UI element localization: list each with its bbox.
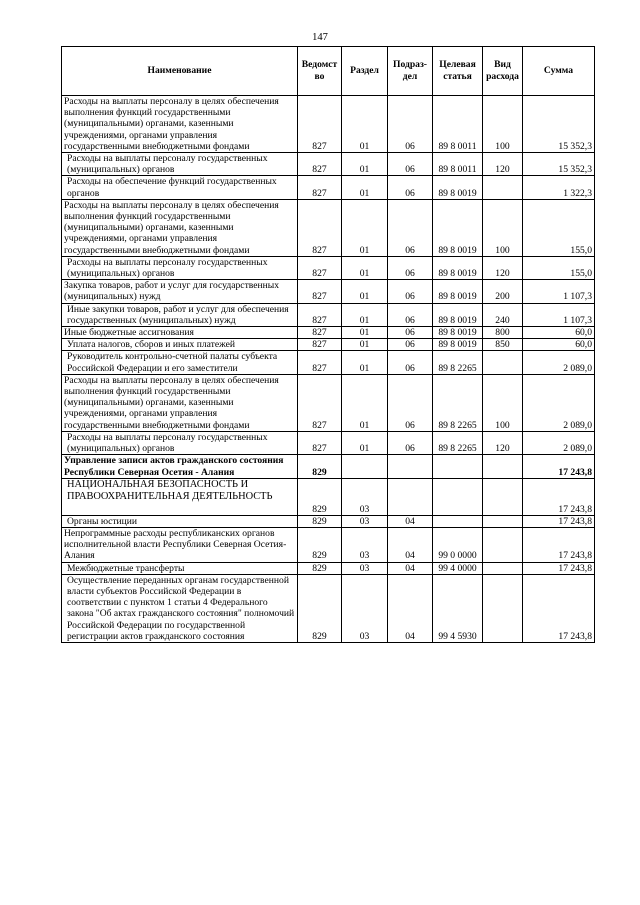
header-razdel: Раздел <box>342 47 388 96</box>
row-target <box>433 455 483 478</box>
row-name: Расходы на выплаты персоналу государственных (муниципальных) органов <box>62 153 298 176</box>
row-ved: 827 <box>298 153 342 176</box>
table-row <box>62 574 595 642</box>
row-name: Расходы на выплаты персоналу государственных (муниципальных) органов <box>62 256 298 279</box>
table-row <box>62 96 595 153</box>
row-razdel: 01 <box>342 280 388 303</box>
table-row <box>62 153 595 176</box>
row-sum: 60,0 <box>523 327 595 339</box>
row-razdel: 01 <box>342 327 388 339</box>
row-name: Расходы на выплаты персоналу в целях обеспечения выполнения функций государственными (муниципальными) органами, казенными учреждениями, органами управления государственными внебюджетными фондами <box>62 96 298 153</box>
table-row <box>62 199 595 256</box>
row-razdel: 01 <box>342 96 388 153</box>
table-row <box>62 176 595 199</box>
row-sum: 15 352,3 <box>523 153 595 176</box>
row-target: 89 8 0019 <box>433 303 483 326</box>
row-name: Закупка товаров, работ и услуг для государственных (муниципальных) нужд <box>62 280 298 303</box>
row-podrazdel: 06 <box>388 280 433 303</box>
row-name: Непрограммные расходы республиканских органов исполнительной власти Республики Северная Осетия-Алания <box>62 527 298 562</box>
table-row <box>62 351 595 374</box>
row-ved: 829 <box>298 562 342 574</box>
row-vid: 100 <box>483 374 523 431</box>
row-podrazdel: 06 <box>388 351 433 374</box>
row-vid <box>483 351 523 374</box>
row-razdel: 01 <box>342 176 388 199</box>
row-razdel: 03 <box>342 478 388 515</box>
row-podrazdel: 06 <box>388 96 433 153</box>
row-vid: 850 <box>483 339 523 351</box>
budget-table <box>61 46 595 643</box>
row-razdel: 03 <box>342 515 388 527</box>
row-target <box>433 478 483 515</box>
table-row <box>62 431 595 454</box>
row-target: 99 4 5930 <box>433 574 483 642</box>
row-vid <box>483 455 523 478</box>
row-ved: 827 <box>298 303 342 326</box>
row-name: Руководитель контрольно-счетной палаты субъекта Российской Федерации и его заместители <box>62 351 298 374</box>
row-name: НАЦИОНАЛЬНАЯ БЕЗОПАСНОСТЬ И ПРАВООХРАНИТЕЛЬНАЯ ДЕЯТЕЛЬНОСТЬ <box>62 478 298 515</box>
row-target: 89 8 0019 <box>433 199 483 256</box>
row-vid <box>483 574 523 642</box>
row-ved: 827 <box>298 96 342 153</box>
row-vid <box>483 478 523 515</box>
row-sum: 155,0 <box>523 199 595 256</box>
row-name: Иные закупки товаров, работ и услуг для обеспечения государственных (муниципальных) нужд <box>62 303 298 326</box>
table-row <box>62 303 595 326</box>
table-row <box>62 327 595 339</box>
row-podrazdel: 06 <box>388 176 433 199</box>
row-target: 89 8 0019 <box>433 327 483 339</box>
row-vid <box>483 515 523 527</box>
row-podrazdel: 06 <box>388 339 433 351</box>
row-sum: 155,0 <box>523 256 595 279</box>
table-row <box>62 478 595 515</box>
table-row <box>62 515 595 527</box>
row-vid: 120 <box>483 431 523 454</box>
row-ved: 829 <box>298 515 342 527</box>
row-sum: 17 243,8 <box>523 455 595 478</box>
row-podrazdel: 06 <box>388 431 433 454</box>
row-ved: 829 <box>298 574 342 642</box>
row-target: 89 8 2265 <box>433 351 483 374</box>
table-row <box>62 562 595 574</box>
row-target: 89 8 0011 <box>433 96 483 153</box>
row-ved: 827 <box>298 327 342 339</box>
page-number: 147 <box>312 32 328 43</box>
row-target: 89 8 0019 <box>433 280 483 303</box>
row-target: 89 8 2265 <box>433 374 483 431</box>
row-razdel: 03 <box>342 562 388 574</box>
row-ved: 829 <box>298 478 342 515</box>
row-sum: 15 352,3 <box>523 96 595 153</box>
row-razdel: 03 <box>342 527 388 562</box>
table-header-row <box>62 47 595 96</box>
row-podrazdel: 06 <box>388 303 433 326</box>
row-sum: 17 243,8 <box>523 478 595 515</box>
row-ved: 827 <box>298 431 342 454</box>
row-name: Межбюджетные трансферты <box>62 562 298 574</box>
row-name: Управление записи актов гражданского состояния Республики Северная Осетия - Алания <box>62 455 298 478</box>
row-razdel: 01 <box>342 199 388 256</box>
row-vid: 120 <box>483 256 523 279</box>
row-ved: 827 <box>298 199 342 256</box>
row-sum: 1 107,3 <box>523 303 595 326</box>
table-row <box>62 280 595 303</box>
row-ved: 827 <box>298 351 342 374</box>
row-name: Органы юстиции <box>62 515 298 527</box>
row-ved: 827 <box>298 280 342 303</box>
row-ved: 827 <box>298 374 342 431</box>
row-target: 89 8 0019 <box>433 176 483 199</box>
row-name: Осуществление переданных органам государственной власти субъектов Российской Федерации в соответствии с пунктом 1 статьи 4 Федерального закона "Об актах гражданского состояния" полномочий Российской Федерации по государственной регистрации актов гражданского состояния <box>62 574 298 642</box>
row-vid: 800 <box>483 327 523 339</box>
row-podrazdel: 06 <box>388 256 433 279</box>
row-ved: 829 <box>298 455 342 478</box>
row-razdel: 01 <box>342 256 388 279</box>
header-vedomstvo: Ведомст во <box>298 47 342 96</box>
row-target: 89 8 0019 <box>433 339 483 351</box>
header-vid: Вид расхода <box>483 47 523 96</box>
row-razdel: 01 <box>342 431 388 454</box>
row-name: Расходы на обеспечение функций государственных органов <box>62 176 298 199</box>
row-name: Расходы на выплаты персоналу в целях обеспечения выполнения функций государственными (муниципальными) органами, казенными учреждениями, органами управления государственными внебюджетными фондами <box>62 199 298 256</box>
row-target <box>433 515 483 527</box>
row-target: 89 8 2265 <box>433 431 483 454</box>
row-ved: 829 <box>298 527 342 562</box>
table-row <box>62 374 595 431</box>
row-name: Расходы на выплаты персоналу государственных (муниципальных) органов <box>62 431 298 454</box>
row-podrazdel: 06 <box>388 153 433 176</box>
row-vid: 100 <box>483 199 523 256</box>
row-podrazdel: 04 <box>388 562 433 574</box>
row-vid: 240 <box>483 303 523 326</box>
row-sum: 1 322,3 <box>523 176 595 199</box>
row-podrazdel: 04 <box>388 527 433 562</box>
row-podrazdel: 06 <box>388 374 433 431</box>
table-row <box>62 339 595 351</box>
row-vid <box>483 562 523 574</box>
row-sum: 2 089,0 <box>523 351 595 374</box>
row-podrazdel: 04 <box>388 574 433 642</box>
header-sum: Сумма <box>523 47 595 96</box>
row-podrazdel: 06 <box>388 199 433 256</box>
row-sum: 17 243,8 <box>523 527 595 562</box>
row-ved: 827 <box>298 339 342 351</box>
row-vid: 200 <box>483 280 523 303</box>
row-razdel: 01 <box>342 374 388 431</box>
row-sum: 60,0 <box>523 339 595 351</box>
row-ved: 827 <box>298 256 342 279</box>
row-target: 89 8 0011 <box>433 153 483 176</box>
header-target: Целевая статья <box>433 47 483 96</box>
header-name: Наименование <box>62 47 298 96</box>
row-name: Уплата налогов, сборов и иных платежей <box>62 339 298 351</box>
row-vid: 100 <box>483 96 523 153</box>
row-target: 99 4 0000 <box>433 562 483 574</box>
row-sum: 2 089,0 <box>523 431 595 454</box>
row-sum: 17 243,8 <box>523 515 595 527</box>
table-row <box>62 527 595 562</box>
row-razdel: 01 <box>342 339 388 351</box>
row-vid <box>483 527 523 562</box>
row-target: 89 8 0019 <box>433 256 483 279</box>
header-podrazdel: Подраз- дел <box>388 47 433 96</box>
row-vid: 120 <box>483 153 523 176</box>
row-razdel <box>342 455 388 478</box>
row-name: Расходы на выплаты персоналу в целях обеспечения выполнения функций государственными (муниципальными) органами, казенными учреждениями, органами управления государственными внебюджетными фондами <box>62 374 298 431</box>
row-sum: 17 243,8 <box>523 574 595 642</box>
row-razdel: 01 <box>342 351 388 374</box>
row-podrazdel <box>388 478 433 515</box>
row-podrazdel: 04 <box>388 515 433 527</box>
row-razdel: 01 <box>342 153 388 176</box>
row-vid <box>483 176 523 199</box>
row-target: 99 0 0000 <box>433 527 483 562</box>
row-podrazdel <box>388 455 433 478</box>
row-sum: 1 107,3 <box>523 280 595 303</box>
row-razdel: 03 <box>342 574 388 642</box>
row-sum: 17 243,8 <box>523 562 595 574</box>
row-podrazdel: 06 <box>388 327 433 339</box>
table-row <box>62 256 595 279</box>
row-name: Иные бюджетные ассигнования <box>62 327 298 339</box>
row-ved: 827 <box>298 176 342 199</box>
table-row <box>62 455 595 478</box>
row-razdel: 01 <box>342 303 388 326</box>
row-sum: 2 089,0 <box>523 374 595 431</box>
